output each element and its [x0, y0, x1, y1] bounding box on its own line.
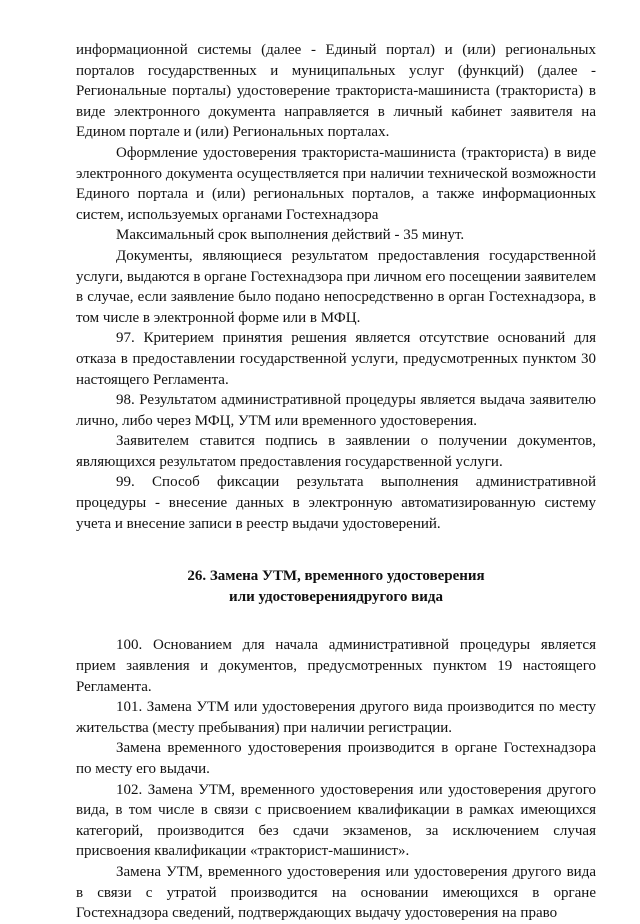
section-heading-line-2: или удостоверениядругого вида — [229, 588, 443, 605]
section-heading — [76, 566, 596, 607]
section-heading-line-1: 26. Замена УТМ, временного удостоверения — [187, 568, 485, 585]
paragraph-100: 100. Основанием для начала административной процедуры является прием заявления и документов, предусмотренных пунктом 19 настоящего Регламента. — [76, 637, 596, 695]
paragraph-loss-replacement: Замена УТМ, временного удостоверения или удостоверения другого вида в связи с утратой производится на основании имеющихся в органе Гостехнадзора сведений, подтверждающих выдачу удостоверения на право — [76, 863, 596, 922]
paragraph-max-time: Максимальный срок выполнения действий - 35 минут. — [116, 227, 465, 244]
document-page — [76, 40, 596, 924]
paragraph-documents-issued: Документы, являющиеся результатом предоставления государственной услуги, выдаются в органе Гостехнадзора при личном его посещении заявителем в случае, если заявление было подано непосредственно в орган Гостехнадзора, в том числе в электронной форме или в МФЦ. — [76, 247, 596, 326]
paragraph-98: 98. Результатом административной процедуры является выдача заявителю лично, либо через МФЦ, УТМ или временного удостоверения. — [76, 392, 596, 429]
paragraph-temporary-replacement: Замена временного удостоверения производится в органе Гостехнадзора по месту его выдачи. — [76, 740, 596, 777]
paragraph-portal-delivery: информационной системы (далее - Единый портал) и (или) региональных порталов государственных и муниципальных услуг (функций) (далее - Региональные порталы) удостоверение тракториста-машиниста (тракториста) в виде электронного документа направляется в личный кабинет заявителя на Едином портале и (или) Региональных порталах. — [76, 42, 596, 141]
paragraph-102: 102. Замена УТМ, временного удостоверения или удостоверения другого вида, в том числе в связи с присвоением квалификации в рамках имеющихся категорий, производится без сдачи экзаменов, за исключением случая присвоения квалификации «тракторист-машинист». — [76, 781, 596, 860]
paragraph-electronic-document: Оформление удостоверения тракториста-машиниста (тракториста) в виде электронного документа осуществляется при наличии технической возможности Единого портала и (или) региональных порталов, а также информационных систем, используемых органами Гостехнадзора — [76, 144, 596, 223]
paragraph-101: 101. Замена УТМ или удостоверения другого вида производится по месту жительства (месту пребывания) при наличии регистрации. — [76, 699, 596, 736]
paragraph-97: 97. Критерием принятия решения является отсутствие оснований для отказа в предоставлении государственной услуги, предусмотренных пунктом 30 настоящего Регламента. — [76, 330, 596, 388]
paragraph-99: 99. Способ фиксации результата выполнения административной процедуры - внесение данных в электронную автоматизированную систему учета и внесение записи в реестр выдачи удостоверений. — [76, 474, 596, 532]
paragraph-signature: Заявителем ставится подпись в заявлении о получении документов, являющихся результатом предоставления государственной услуги. — [76, 433, 596, 470]
